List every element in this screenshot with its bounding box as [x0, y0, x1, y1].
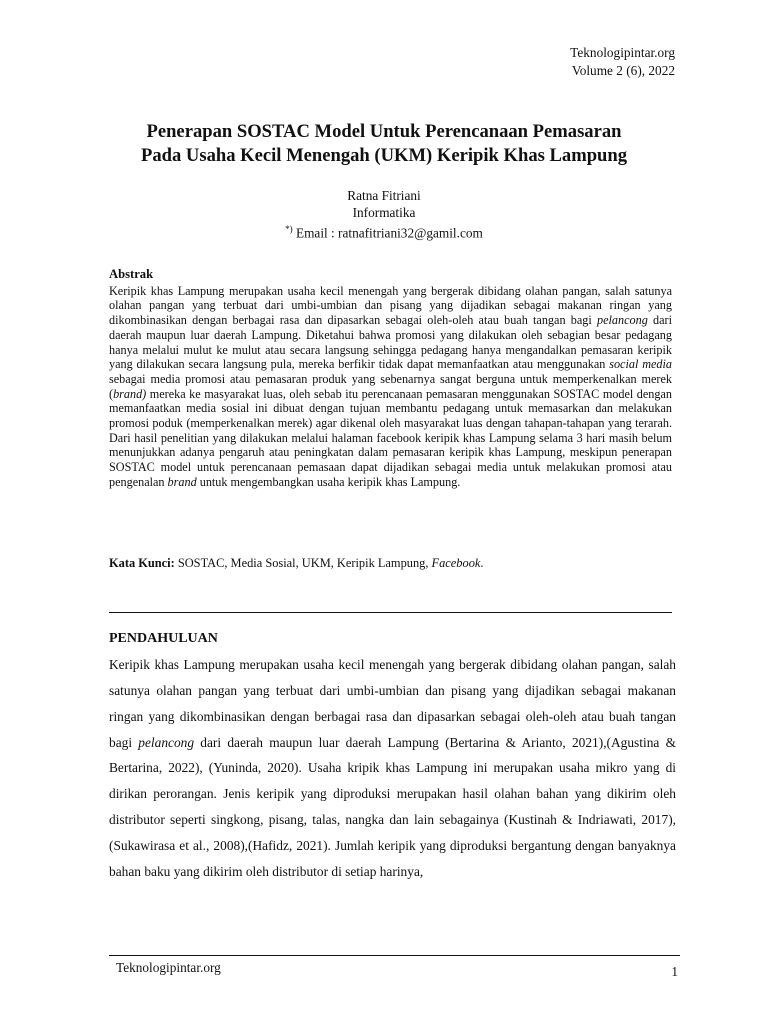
paper-title — [0, 120, 768, 168]
footer-journal: Teknologipintar.org — [116, 960, 221, 975]
abstract — [109, 267, 672, 490]
keywords-end: . — [480, 556, 484, 570]
body-text-2: dari daerah maupun luar daerah Lampung (Bertarina & Arianto, 2021),(Agustina & Bertarina, 2022), (Yuninda, 2020). Usaha kripik khas Lampung ini merupakan usaha mikro yang di dirikan perorangan. Jenis keripik yang diproduksi merupakan hasil olahan bahan yang dikirim oleh distributor seperti singkong, pisang, talas, nangka dan lain sebagainya (Kustinah & Indriawati, 2017),(Sukawirasa et al., 2008),(Hafidz, 2021). Jumlah keripik yang diproduksi bergantung dengan banyaknya bahan baku yang dikirim oleh distributor di setiap harinya, — [109, 734, 676, 879]
abstract-text-1: Keripik khas Lampung merupakan usaha kecil menengah yang bergerak dibidang olahan pangan, salah satunya olahan pangan yang terbuat dari umbi-umbian dan pisang yang dijadikan sebagai makanan ringan yang dikombinasikan dengan berbagai rasa dan dipasarkan sebagai oleh-oleh atau buah tangan bagi — [109, 283, 672, 328]
journal-name: Teknologipintar.org — [570, 45, 675, 60]
body-paragraph — [109, 652, 676, 885]
section-body — [109, 652, 676, 885]
abstract-italic-social-media: social media — [609, 357, 672, 372]
abstract-italic-pelancong: pelancong — [597, 313, 648, 328]
footer-divider — [109, 955, 680, 956]
section-divider — [109, 612, 672, 613]
keywords-italic: Facebook — [431, 556, 481, 570]
keywords-label: Kata Kunci: — [109, 556, 175, 570]
running-header — [570, 44, 675, 80]
abstract-text-4: mereka ke masyarakat luas, oleh sebab itu perencanaan pemasaran menggunakan SOSTAC model dengan memanfaatkan media sosial ini dibuat dengan tujuan membantu pedagang untuk memasarkan dan melakukan promosi poduk (memperkenalkan merek) agar dikenal oleh masyarakat luas dengan tahapan-tahapan yang terarah. Dari hasil penelitian yang dilakukan melalui halaman facebook keripik khas Lampung selama 3 hari masih belum menunjukkan adanya pengaruh atau peningkatan dalam pemasaran keripik khas Lampung, meskipun penerapan SOSTAC model untuk perencanaan pemasaan dapat dijadikan sebagai media untuk melakukan promosi atau pengenalan — [109, 386, 672, 489]
keywords — [109, 556, 672, 571]
body-italic-pelancong: pelancong — [138, 734, 195, 750]
abstract-text-2: dari daerah maupun luar daerah Lampung. Diketahui bahwa promosi yang dilakukan oleh sebagian besar pedagang hanya melalui mulut ke mulut atau secara langsung sehingga pedagang hanya mengandalkan pemasaran keripik yang dilakukan secara langsung pula, mereka berfikir tidak dapat memanfaatkan atau menggunakan — [109, 313, 672, 372]
author-name: Ratna Fitriani — [347, 188, 421, 203]
abstract-body — [109, 284, 672, 490]
page-number: 1 — [671, 964, 678, 979]
abstract-italic-brand-2: brand — [167, 474, 197, 489]
volume-info: Volume 2 (6), 2022 — [571, 63, 675, 78]
title-line-1: Penerapan SOSTAC Model Untuk Perencanaan Pemasaran — [146, 121, 622, 142]
title-line-2: Pada Usaha Kecil Menengah (UKM) Keripik Khas Lampung — [140, 145, 628, 166]
author-email: Email : ratnafitriani32@gamil.com — [292, 225, 483, 241]
section-heading: PENDAHULUAN — [109, 631, 218, 646]
author-email-line — [0, 221, 768, 241]
abstract-text-3: sebagai media promosi atau pemasaran produk yang sebenarnya sangat berguna untuk memperkenalkan merek ( — [109, 371, 672, 401]
body-text-1: Keripik khas Lampung merupakan usaha kecil menengah yang bergerak dibidang olahan pangan, salah satunya olahan pangan yang terbuat dari umbi-umbian dan pisang yang dijadikan sebagai makanan ringan yang dikombinasikan dengan berbagai rasa dan dipasarkan sebagai oleh-oleh atau buah tangan bagi — [109, 657, 676, 750]
abstract-heading: Abstrak — [109, 267, 154, 281]
author-affiliation: Informatika — [352, 205, 416, 220]
author-block — [0, 187, 768, 241]
abstract-text-5: untuk mengembangkan usaha keripik khas Lampung. — [196, 474, 461, 489]
keywords-text: SOSTAC, Media Sosial, UKM, Keripik Lampung, — [174, 556, 432, 570]
abstract-italic-brand-1: brand) — [113, 386, 147, 401]
email-marker: *) — [285, 224, 293, 234]
